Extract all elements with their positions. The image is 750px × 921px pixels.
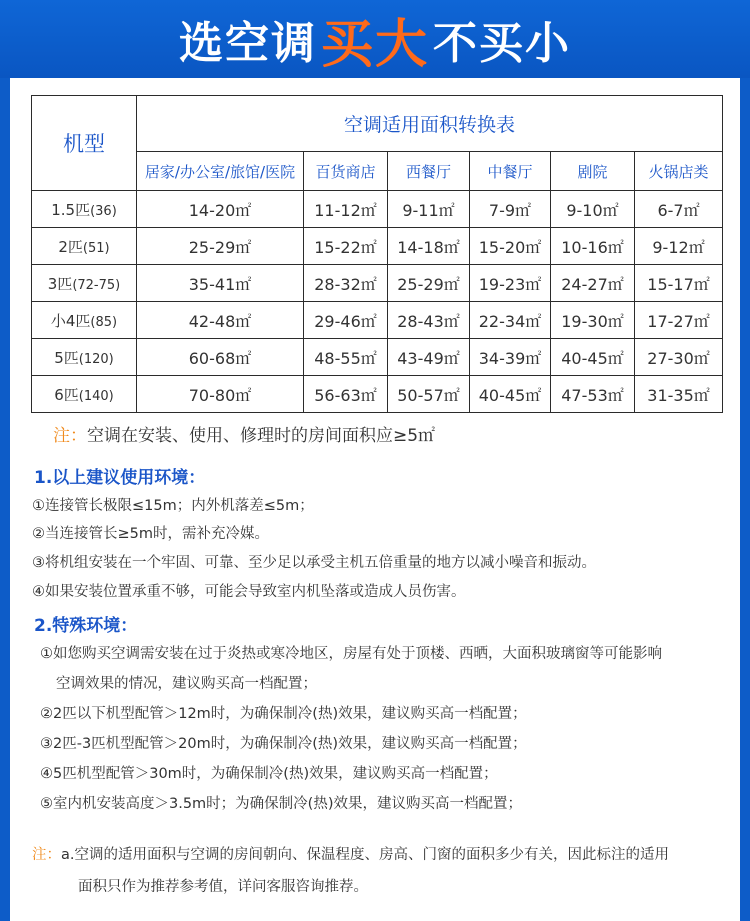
note-text: 空调在安装、使用、修理时的房间面积应≥5㎡ <box>87 426 436 446</box>
area-cell: 40-45㎡ <box>551 339 635 376</box>
model-spec: (72-75) <box>72 277 121 293</box>
column-header: 百货商店 <box>304 152 388 191</box>
area-cell: 47-53㎡ <box>551 376 635 413</box>
table-caption: 空调适用面积转换表 <box>137 96 723 152</box>
area-cell: 14-20㎡ <box>137 191 304 228</box>
area-cell: 70-80㎡ <box>137 376 304 413</box>
section2-item: ④5匹机型配管＞30m时，为确保制冷(热)效果，建议购买高一档配置； <box>40 766 498 782</box>
area-cell: 34-39㎡ <box>470 339 551 376</box>
area-cell: 25-29㎡ <box>388 265 470 302</box>
model-name: 2匹 <box>58 237 83 256</box>
section1-heading: 1.以上建议使用环境： <box>34 468 206 488</box>
table-row <box>32 376 723 413</box>
area-cell: 31-35㎡ <box>635 376 723 413</box>
section2-heading: 2.特殊环境： <box>34 616 138 636</box>
note-label: 注： <box>53 426 87 446</box>
model-cell <box>32 228 137 265</box>
column-header: 剧院 <box>551 152 635 191</box>
model-name: 小4匹 <box>50 311 91 330</box>
area-cell: 6-7㎡ <box>635 191 723 228</box>
section2-item: 空调效果的情况，建议购买高一档配置； <box>56 676 317 692</box>
model-name: 6匹 <box>54 385 79 404</box>
table-row <box>32 228 723 265</box>
model-spec: (120) <box>78 351 114 367</box>
model-spec: (140) <box>78 388 114 404</box>
area-cell: 19-30㎡ <box>551 302 635 339</box>
footnote-label: 注： <box>32 847 61 863</box>
column-header: 火锅店类 <box>635 152 723 191</box>
column-header: 中餐厅 <box>470 152 551 191</box>
footnote-text: a.空调的适用面积与空调的房间朝向、保温程度、房高、门窗的面积多少有关，因此标注的适用 <box>61 847 669 863</box>
area-note <box>53 421 435 446</box>
area-cell: 28-32㎡ <box>304 265 388 302</box>
model-name: 1.5匹 <box>51 200 91 219</box>
conversion-table <box>31 95 723 413</box>
area-cell: 60-68㎡ <box>137 339 304 376</box>
section1-item: ②当连接管长≥5m时，需补充冷媒。 <box>32 526 269 542</box>
table-row <box>32 265 723 302</box>
area-cell: 42-48㎡ <box>137 302 304 339</box>
model-cell <box>32 376 137 413</box>
area-cell: 7-9㎡ <box>470 191 551 228</box>
area-cell: 40-45㎡ <box>470 376 551 413</box>
area-cell: 14-18㎡ <box>388 228 470 265</box>
footnote-line2: 面积只作为推荐参考值，详问客服咨询推荐。 <box>78 879 368 895</box>
model-cell <box>32 265 137 302</box>
column-header: 居家/办公室/旅馆/医院 <box>137 152 304 191</box>
table-row <box>32 191 723 228</box>
area-cell: 29-46㎡ <box>304 302 388 339</box>
model-spec: (51) <box>82 240 110 256</box>
area-cell: 35-41㎡ <box>137 265 304 302</box>
area-cell: 15-20㎡ <box>470 228 551 265</box>
content-panel <box>10 78 740 921</box>
area-cell: 24-27㎡ <box>551 265 635 302</box>
model-spec: (85) <box>90 314 118 330</box>
model-spec: (36) <box>90 203 117 219</box>
area-cell: 22-34㎡ <box>470 302 551 339</box>
area-cell: 19-23㎡ <box>470 265 551 302</box>
section1-item: ③将机组安装在一个牢固、可靠、至少足以承受主机五倍重量的地方以减小噪音和振动。 <box>32 555 596 571</box>
section1-item: ④如果安装位置承重不够，可能会导致室内机坠落或造成人员伤害。 <box>32 584 466 600</box>
area-cell: 9-12㎡ <box>635 228 723 265</box>
area-cell: 27-30㎡ <box>635 339 723 376</box>
section2-item: ②2匹以下机型配管＞12m时，为确保制冷(热)效果，建议购买高一档配置； <box>40 706 527 722</box>
area-cell: 15-22㎡ <box>304 228 388 265</box>
table-row <box>32 339 723 376</box>
area-cell: 28-43㎡ <box>388 302 470 339</box>
model-cell <box>32 302 137 339</box>
area-cell: 56-63㎡ <box>304 376 388 413</box>
model-cell <box>32 191 137 228</box>
area-cell: 11-12㎡ <box>304 191 388 228</box>
area-cell: 17-27㎡ <box>635 302 723 339</box>
model-cell <box>32 339 137 376</box>
area-cell: 48-55㎡ <box>304 339 388 376</box>
title-part3: 不买小 <box>433 18 571 69</box>
section2-item: ⑤室内机安装高度＞3.5m时；为确保制冷(热)效果，建议购买高一档配置； <box>40 796 522 812</box>
area-cell: 10-16㎡ <box>551 228 635 265</box>
table-row <box>32 302 723 339</box>
footnote-line1 <box>32 843 669 864</box>
model-header: 机型 <box>32 96 137 191</box>
model-name: 3匹 <box>47 274 73 293</box>
area-cell: 9-11㎡ <box>388 191 470 228</box>
area-cell: 9-10㎡ <box>551 191 635 228</box>
page-title <box>0 0 750 78</box>
section2-item: ①如您购买空调需安装在过于炎热或寒冷地区，房屋有处于顶楼、西晒，大面积玻璃窗等可能影响 <box>40 646 662 662</box>
area-cell: 25-29㎡ <box>137 228 304 265</box>
section1-item: ①连接管长极限≤15m；内外机落差≤5m； <box>32 498 314 514</box>
section2-item: ③2匹-3匹机型配管＞20m时，为确保制冷(热)效果，建议购买高一档配置； <box>40 736 527 752</box>
area-cell: 50-57㎡ <box>388 376 470 413</box>
column-header: 西餐厅 <box>388 152 470 191</box>
model-name: 5匹 <box>54 348 79 367</box>
area-cell: 43-49㎡ <box>388 339 470 376</box>
title-part1: 选空调 <box>178 18 317 69</box>
area-cell: 15-17㎡ <box>635 265 723 302</box>
title-highlight: 买大 <box>320 14 429 75</box>
